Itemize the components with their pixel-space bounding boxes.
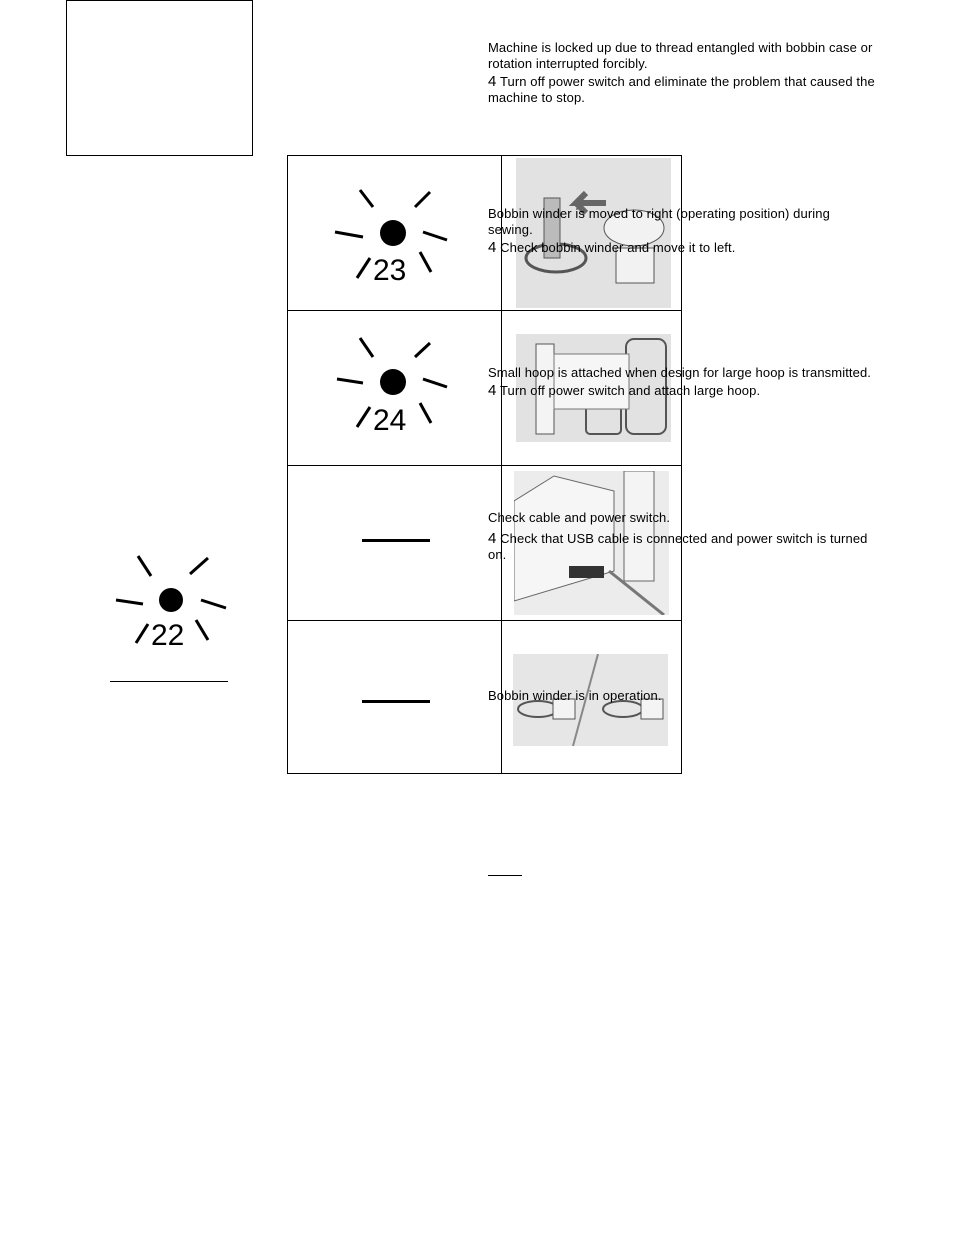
no-indicator-dash — [362, 700, 430, 703]
bullet-marker: 4 — [488, 382, 497, 399]
action-text: Check bobbin winder and move it to left. — [500, 240, 736, 255]
section-1-description: Machine is locked up due to thread entangled with bobbin case or rotation interrupted forcibly. — [488, 40, 873, 71]
row-4-description: Bobbin winder is in operation. — [488, 688, 662, 703]
row-3-description: Check cable and power switch. — [488, 510, 671, 525]
error-code-label: 23 — [373, 254, 407, 287]
error-code-label: 24 — [373, 404, 407, 437]
section-1-action — [488, 74, 888, 106]
row-2-action — [488, 383, 878, 399]
row-1-action — [488, 240, 878, 256]
row-3-action — [488, 531, 868, 563]
row-divider — [287, 310, 682, 311]
empty-frame — [66, 0, 253, 156]
row-1-description: Bobbin winder is moved to right (operating position) during sewing. — [488, 206, 830, 237]
separator-line — [110, 681, 228, 682]
action-text: Turn off power switch and eliminate the problem that caused the machine to stop. — [488, 74, 875, 105]
row-divider — [287, 620, 682, 621]
bullet-marker: 4 — [488, 530, 497, 547]
action-text: Check that USB cable is connected and power switch is turned on. — [488, 531, 868, 562]
row-2-description: Small hoop is attached when design for large hoop is transmitted. — [488, 365, 871, 380]
action-text: Turn off power switch and attach large hoop. — [499, 383, 761, 398]
bullet-marker: 4 — [488, 73, 497, 90]
flashing-lamp-icon — [325, 335, 460, 445]
flashing-lamp-icon — [108, 548, 233, 658]
no-indicator-dash — [362, 539, 430, 542]
separator-line — [488, 875, 522, 876]
bullet-marker: 4 — [488, 239, 497, 256]
flashing-lamp-icon — [325, 180, 460, 290]
error-code-label: 22 — [151, 619, 185, 652]
row-divider — [287, 465, 682, 466]
